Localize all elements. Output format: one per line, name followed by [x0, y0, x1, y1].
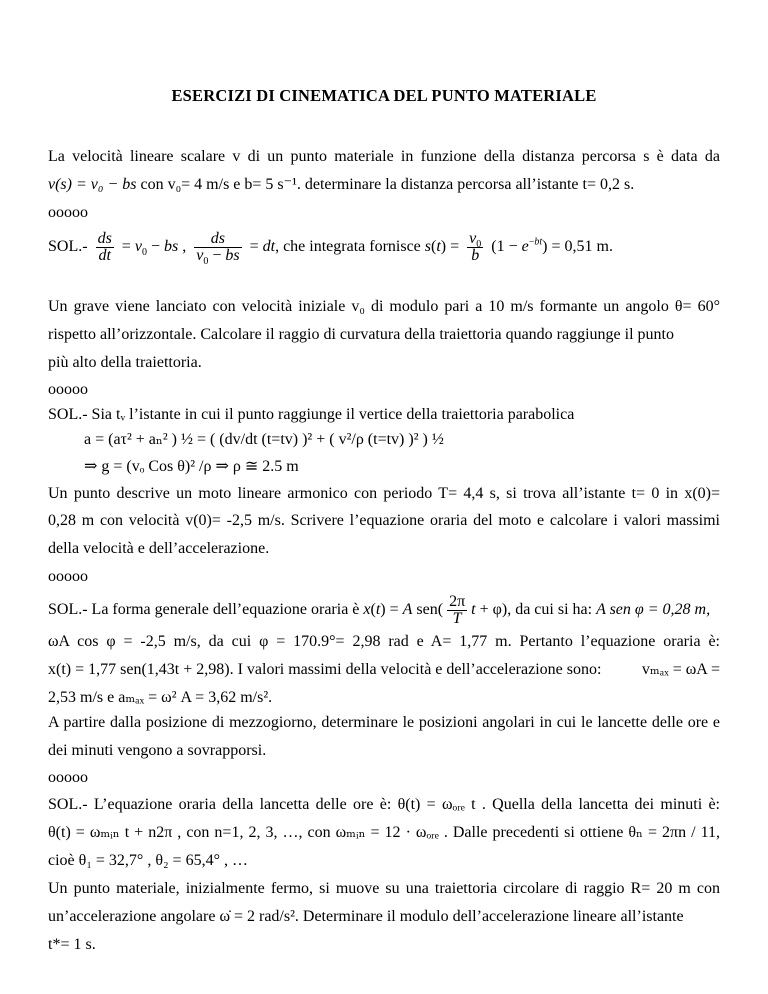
ex5-text-line1: Un punto materiale, inizialmente fermo, si muove su una traiettoria circolare di raggio R= 20 m con: [48, 880, 720, 897]
ex3-sol-line3: [48, 660, 720, 680]
ex2-sol-line1: SOL.- Sia tᵥ l’istante in cui il punto raggiunge il vertice della traiettoria parabolica: [48, 406, 575, 423]
ex3-sol-asen: A sen φ = 0,28 m,: [596, 601, 711, 618]
ex1-separator: ooooo: [48, 204, 88, 221]
ex1-frac-ds-v0bs: $\frac{ds}{v_0 - bs}$: [196, 229, 240, 268]
ex5-text-line2: un’accelerazione angolare ω̇ = 2 rad/s². Determinare il modulo dell’accelerazione lineare all’istante: [48, 908, 684, 925]
ex3-sol-line4: 2,53 m/s e aₘₐₓ = ω² A = 3,62 m/s².: [48, 689, 273, 706]
ex3-sol-line2: ωA cos φ = -2,5 m/s, da cui φ = 170.9°= 2,98 rad e A= 1,77 m. Pertanto l’equazione oraria è:: [48, 633, 720, 650]
ex3-separator: ooooo: [48, 568, 88, 585]
ex2-separator: ooooo: [48, 381, 88, 398]
ex1-solution: SOL.- $\frac{ds}{dt}$ = $v_0$ − bs , $\frac{ds}{v_0 - bs}$ = dt, che integrata fornisce s(t) = $\frac{v_0}{b}$ $(1 - e^{-bt}) = 0,51$ m.: [48, 229, 613, 268]
ex4-sol-line1: SOL.- L’equazione oraria della lancetta delle ore è: θ(t) = ωₒᵣₑ t . Quella della lancetta dei minuti è:: [48, 796, 720, 813]
ex1-equation: v(s) = v₀ − bs: [48, 176, 137, 193]
ex1-text-line1: La velocità lineare scalare v di un punto materiale in funzione della distanza percorsa s è data da: [48, 148, 720, 165]
ex4-text-line2: dei minuti vengono a sovrapporsi.: [48, 742, 267, 759]
ex3-sol-eq-oraria: x(t) = 1,77 sen(1,43t + 2,98). I valori massimi della velocità e dell’accelerazione sono:: [48, 661, 602, 678]
ex3-sol-intro: SOL.- La forma generale dell’equazione oraria è: [48, 601, 360, 618]
page-title: ESERCIZI DI CINEMATICA DEL PUNTO MATERIALE: [171, 86, 597, 105]
ex3-text-line3: della velocità e dell’accelerazione.: [48, 540, 270, 557]
ex1-text-line2: [48, 175, 634, 195]
ex4-sol-line3: cioè θ₁ = 32,7° , θ₂ = 65,4° , …: [48, 852, 248, 869]
ex3-sol-line1: SOL.- La forma generale dell’equazione oraria è x(t) = A sen( $\frac{2\pi}{T}$ t + φ), da cui si ha: A sen φ = 0,28 m,: [48, 592, 711, 627]
ex2-sol-eq1: a = (aτ² + aₙ² ) ½ = ( (dv/dt (t=tv) )² + ( v²/ρ (t=tv) )² ) ½: [84, 431, 444, 448]
ex3-text-line1: Un punto descrive un moto lineare armonico con periodo T= 4,4 s, si trova all’istante t= 0 in x(0)=: [48, 485, 720, 502]
ex4-sol-line2: θ(t) = ωₘᵢₙ t + n2π , con n=1, 2, 3, …, con ωₘᵢₙ = 12 · ωₒᵣₑ . Dalle precedenti si ottiene θₙ = 2πn / 11,: [48, 824, 720, 841]
ex4-text-line1: A partire dalla posizione di mezzogiorno, determinare le posizioni angolari in cui le lancette delle ore e: [48, 714, 720, 731]
ex2-sol-eq2: ⇒ g = (vₒ Cos θ)² /ρ ⇒ ρ ≅ 2.5 m: [84, 458, 299, 475]
ex1-frac-ds-dt: $\frac{ds}{dt}$: [97, 229, 112, 264]
ex1-sol-mid: , che integrata fornisce: [275, 238, 421, 255]
ex3-sol-vmax: vₘₐₓ = ωA =: [641, 661, 720, 678]
ex3-text-line2: 0,28 m con velocità v(0)= -2,5 m/s. Scrivere l’equazione oraria del moto e calcolare i valori massimi: [48, 512, 720, 529]
ex4-separator: ooooo: [48, 769, 88, 786]
ex1-sol-label: SOL.-: [48, 238, 88, 255]
ex2-text-line3: più alto della traiettoria.: [48, 354, 202, 371]
ex3-frac-2pi-T: $\frac{2\pi}{T}$: [449, 592, 466, 627]
ex2-text-line1: Un grave viene lanciato con velocità iniziale v₀ di modulo pari a 10 m/s formante un angolo θ= 60°: [48, 298, 720, 315]
ex2-text-line2: rispetto all’orizzontale. Calcolare il raggio di curvatura della traiettoria quando raggiunge il punto: [48, 326, 674, 343]
ex3-sol-mid: , da cui si ha:: [507, 601, 593, 618]
ex5-text-line3: t*= 1 s.: [48, 936, 96, 953]
ex1-given: con v₀= 4 m/s e b= 5 s⁻¹. determinare la distanza percorsa all’istante t= 0,2 s.: [136, 176, 635, 193]
ex1-frac-v0-b: $\frac{v_0}{b}$: [469, 229, 482, 264]
ex1-sol-result: = 0,51 m.: [551, 238, 613, 255]
